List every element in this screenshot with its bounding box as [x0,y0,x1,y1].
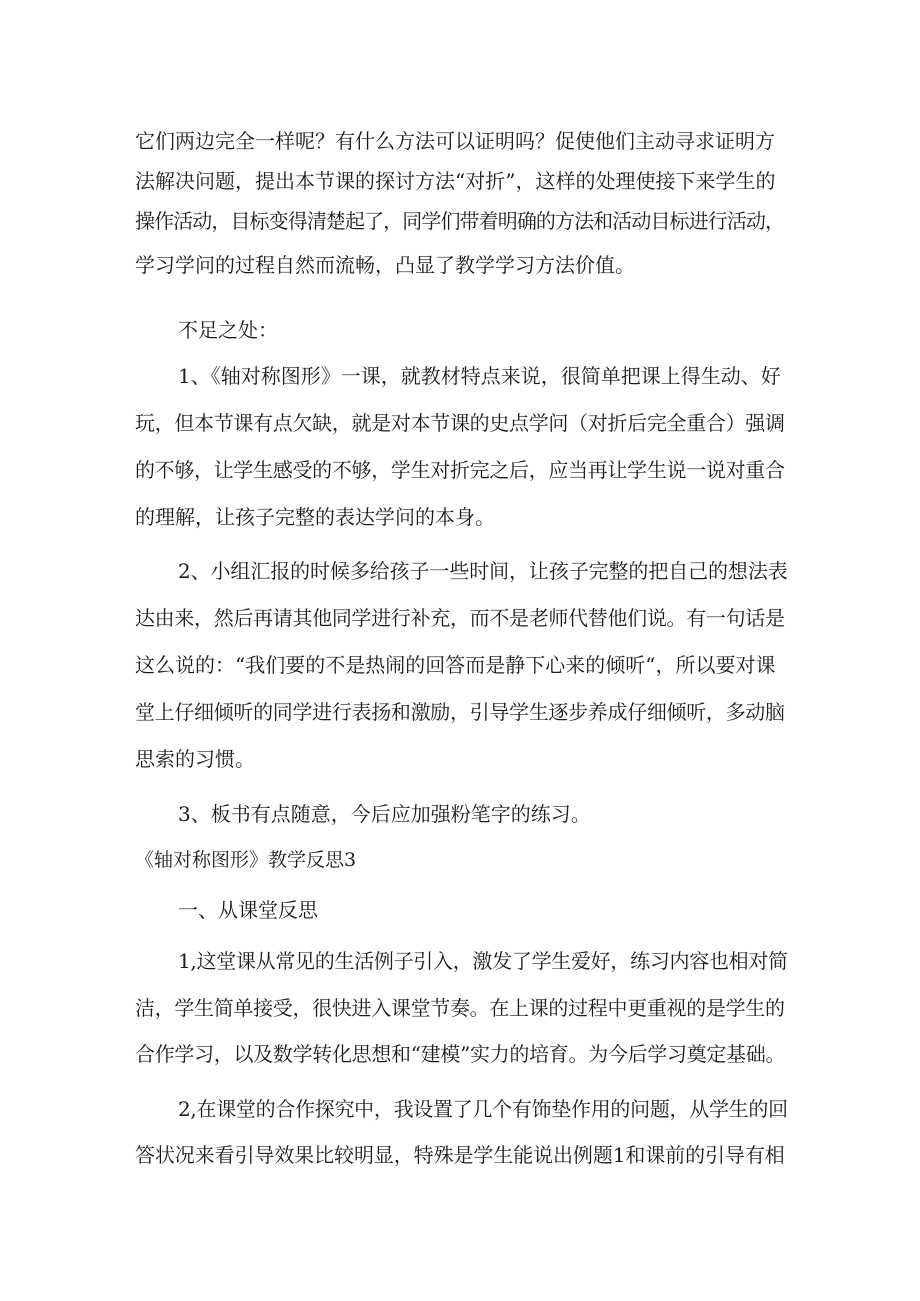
text-line-1: 它们两边完全一样呢？有什么方法可以证明吗？促使他们主动寻求证明方 [135,129,775,153]
subsection-heading: 一、从课堂反思 [178,898,318,922]
text-line-10: 2、小组汇报的时候多给孩子一些时间，让孩子完整的把自己的想法表 [178,559,788,583]
text-line-13: 堂上仔细倾听的同学进行表扬和激励，引导学生逐步养成仔细倾听，多动脑 [135,700,785,724]
text-line-4: 学习学问的过程自然而流畅，凸显了教学学习方法价值。 [135,253,635,277]
text-line-9: 的理解，让孩子完整的表达学问的本身。 [135,505,495,529]
text-line-14: 思索的习惯。 [135,747,255,771]
section-title: 《轴对称图形》教学反思3 [135,849,357,871]
text-line-21: 2,在课堂的合作探究中，我设置了几个有饰垫作用的问题，从学生的回 [178,1097,788,1121]
text-line-20: 合作学习，以及数学转化思想和“建模”实力的培育。为今后学习奠定基础。 [135,1042,786,1066]
text-line-12: 这么说的：“我们要的不是热闹的回答而是静下心来的倾听“，所以要对课 [135,653,776,677]
text-line-3: 操作活动，目标变得清楚起了，同学们带着明确的方法和活动目标进行活动， [135,209,785,233]
text-line-11: 达由来，然后再请其他同学进行补充，而不是老师代替他们说。有一句话是 [135,606,785,630]
text-line-22: 答状况来看引导效果比较明显，特殊是学生能说出例题1和课前的引导有相 [135,1143,785,1167]
text-line-7: 玩，但本节课有点欠缺，就是对本节课的史点学问（对折后完全重合）强调 [135,411,785,435]
text-line-6: 1、《轴对称图形》一课，就教材特点来说，很简单把课上得生动、好 [178,364,781,388]
text-line-15: 3、板书有点随意，今后应加强粉笔字的练习。 [178,802,591,826]
text-line-18: 1,这堂课从常见的生活例子引入，激发了学生爱好，练习内容也相对简 [178,949,788,973]
section-heading-shortcomings: 不足之处： [178,318,278,342]
text-line-8: 的不够，让学生感受的不够，学生对折完之后，应当再让学生说一说对重合 [135,458,785,482]
text-line-19: 洁，学生简单接受，很快进入课堂节奏。在上课的过程中更重视的是学生的 [135,996,785,1020]
text-line-2: 法解决问题，提出本节课的探讨方法“对折”，这样的处理使接下来学生的 [135,169,776,193]
